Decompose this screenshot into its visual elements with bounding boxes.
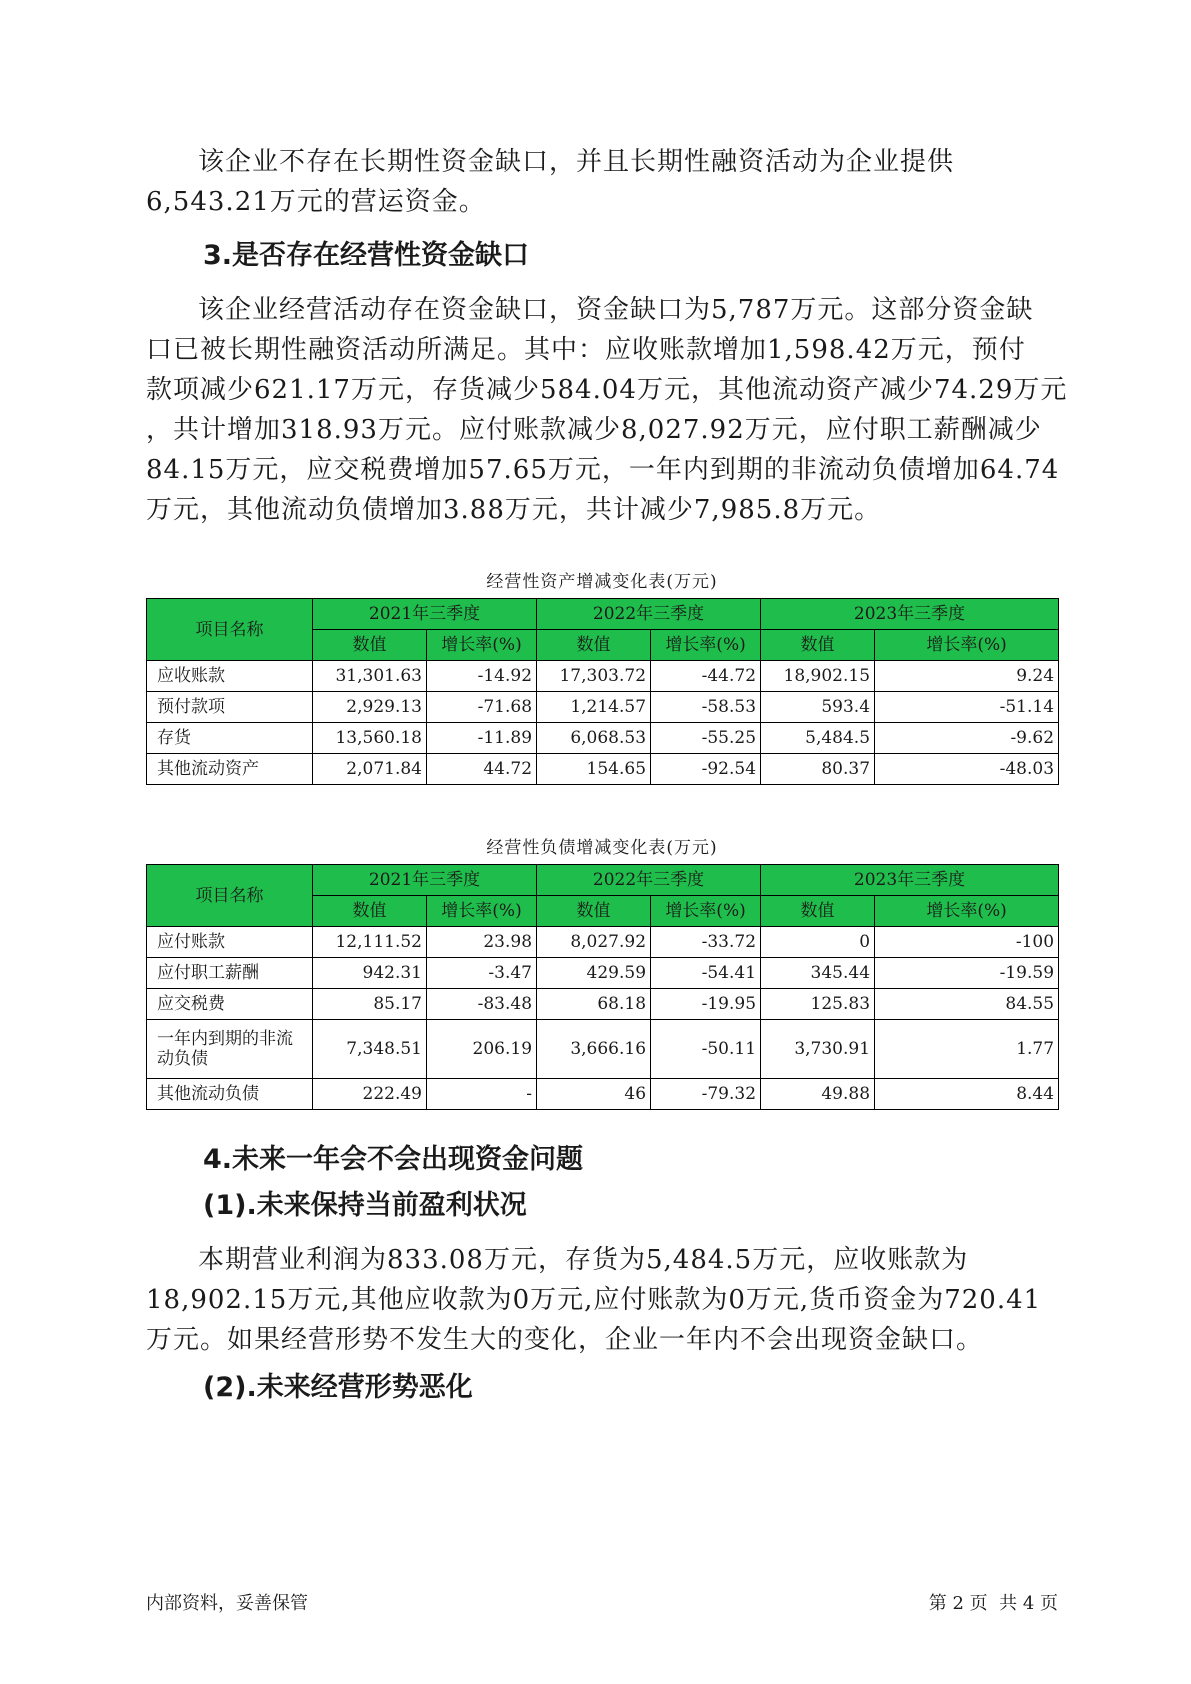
row-name [147,1020,313,1079]
cell-value: 154.65 [537,754,651,785]
row-name-line: 一年内到期的非流 [157,1029,293,1049]
table-row [147,1079,1059,1110]
cell-value: 8,027.92 [537,927,651,958]
section-heading-3: 3.是否存在经营性资金缺口 [203,240,530,271]
cell-rate: 8.44 [875,1079,1059,1110]
table-row [147,927,1059,958]
cell-value: 1,214.57 [537,692,651,723]
cell-value: 49.88 [761,1079,875,1110]
cell-rate: -54.41 [651,958,761,989]
header-growth-rate: 增长率(%) [427,630,537,661]
cell-value: 345.44 [761,958,875,989]
table-row [147,989,1059,1020]
cell-value: 222.49 [313,1079,427,1110]
footer-confidential-note: 内部资料，妥善保管 [146,1593,308,1614]
paragraph-line: 该企业经营活动存在资金缺口，资金缺口为5,787万元。这部分资金缺 [198,295,1034,325]
cell-value: 13,560.18 [313,723,427,754]
header-growth-rate: 增长率(%) [651,896,761,927]
cell-rate: -33.72 [651,927,761,958]
cell-rate: -3.47 [427,958,537,989]
table-row [147,692,1059,723]
header-growth-rate: 增长率(%) [651,630,761,661]
cell-rate: -19.59 [875,958,1059,989]
header-value: 数值 [761,630,875,661]
cell-value: 942.31 [313,958,427,989]
cell-value: 3,666.16 [537,1020,651,1079]
cell-value: 2,071.84 [313,754,427,785]
cell-value: 7,348.51 [313,1020,427,1079]
header-period: 2021年三季度 [313,599,537,630]
header-growth-rate: 增长率(%) [427,896,537,927]
cell-rate: 44.72 [427,754,537,785]
cell-rate: -48.03 [875,754,1059,785]
cell-value: 18,902.15 [761,661,875,692]
table-row [147,754,1059,785]
cell-value: 68.18 [537,989,651,1020]
header-period: 2022年三季度 [537,599,761,630]
header-item-name: 项目名称 [147,599,313,661]
header-value: 数值 [313,630,427,661]
cell-value: 5,484.5 [761,723,875,754]
row-name: 应付职工薪酬 [147,958,313,989]
cell-value: 46 [537,1079,651,1110]
cell-value: 6,068.53 [537,723,651,754]
paragraph-line: ，共计增加318.93万元。应付账款减少8,027.92万元，应付职工薪酬减少 [146,415,1042,445]
operating-liabilities-table [146,864,1059,1110]
subsection-heading-4-2: (2).未来经营形势恶化 [203,1372,473,1403]
cell-value: 429.59 [537,958,651,989]
paragraph-line: 款项减少621.17万元，存货减少584.04万元，其他流动资产减少74.29万元 [146,375,1068,405]
row-name-line: 动负债 [157,1049,208,1069]
cell-value: 80.37 [761,754,875,785]
paragraph-line: 该企业不存在长期性资金缺口，并且长期性融资活动为企业提供 [198,147,955,177]
cell-rate: 1.77 [875,1020,1059,1079]
header-value: 数值 [761,896,875,927]
paragraph-line: 万元，其他流动负债增加3.88万元，共计减少7,985.8万元。 [146,495,882,525]
cell-rate: -83.48 [427,989,537,1020]
cell-rate: -11.89 [427,723,537,754]
footer-page-number: 第 2 页 共 4 页 [928,1593,1058,1614]
cell-value: 12,111.52 [313,927,427,958]
table-row [147,661,1059,692]
cell-rate: 206.19 [427,1020,537,1079]
paragraph-long-term-gap [146,142,1076,222]
paragraph-line: 万元。如果经营形势不发生大的变化，企业一年内不会出现资金缺口。 [146,1325,984,1355]
header-growth-rate: 增长率(%) [875,630,1059,661]
header-period: 2023年三季度 [761,865,1059,896]
paragraph-line: 6,543.21万元的营运资金。 [146,187,486,217]
cell-rate: -55.25 [651,723,761,754]
cell-rate: -50.11 [651,1020,761,1079]
table-caption-liabilities: 经营性负债增减变化表(万元) [486,838,718,858]
header-item-name: 项目名称 [147,865,313,927]
paragraph-line: 18,902.15万元,其他应收款为0万元,应付账款为0万元,货币资金为720.41 [146,1285,1042,1315]
operating-assets-table [146,598,1059,785]
cell-value: 31,301.63 [313,661,427,692]
cell-value: 85.17 [313,989,427,1020]
paragraph-line: 本期营业利润为833.08万元，存货为5,484.5万元，应收账款为 [198,1245,969,1275]
row-name: 应交税费 [147,989,313,1020]
cell-rate: 9.24 [875,661,1059,692]
header-period: 2023年三季度 [761,599,1059,630]
table-row [147,1020,1059,1079]
section-heading-4: 4.未来一年会不会出现资金问题 [203,1144,584,1175]
cell-value: 17,303.72 [537,661,651,692]
cell-rate: -100 [875,927,1059,958]
header-growth-rate: 增长率(%) [875,896,1059,927]
cell-value: 3,730.91 [761,1020,875,1079]
header-value: 数值 [313,896,427,927]
table-row [147,723,1059,754]
cell-rate: -79.32 [651,1079,761,1110]
table-caption-assets: 经营性资产增减变化表(万元) [486,572,718,592]
header-value: 数值 [537,630,651,661]
header-value: 数值 [537,896,651,927]
cell-rate: -92.54 [651,754,761,785]
cell-rate: 84.55 [875,989,1059,1020]
paragraph-operating-gap [146,290,1076,530]
cell-value: 2,929.13 [313,692,427,723]
paragraph-line: 84.15万元，应交税费增加57.65万元，一年内到期的非流动负债增加64.74 [146,455,1060,485]
row-name: 应付账款 [147,927,313,958]
header-period: 2021年三季度 [313,865,537,896]
header-period: 2022年三季度 [537,865,761,896]
cell-rate: -71.68 [427,692,537,723]
subsection-heading-4-1: (1).未来保持当前盈利状况 [203,1190,527,1221]
cell-value: 0 [761,927,875,958]
cell-rate: -9.62 [875,723,1059,754]
row-name: 应收账款 [147,661,313,692]
cell-rate: -19.95 [651,989,761,1020]
paragraph-current-profit [146,1240,1076,1360]
row-name: 预付款项 [147,692,313,723]
cell-rate: -58.53 [651,692,761,723]
paragraph-line: 口已被长期性融资活动所满足。其中：应收账款增加1,598.42万元，预付 [146,335,1026,365]
cell-rate: -14.92 [427,661,537,692]
row-name: 存货 [147,723,313,754]
row-name: 其他流动负债 [147,1079,313,1110]
cell-value: 125.83 [761,989,875,1020]
cell-value: 593.4 [761,692,875,723]
cell-rate: -44.72 [651,661,761,692]
cell-rate: - [427,1079,537,1110]
cell-rate: -51.14 [875,692,1059,723]
cell-rate: 23.98 [427,927,537,958]
table-row [147,958,1059,989]
row-name: 其他流动资产 [147,754,313,785]
